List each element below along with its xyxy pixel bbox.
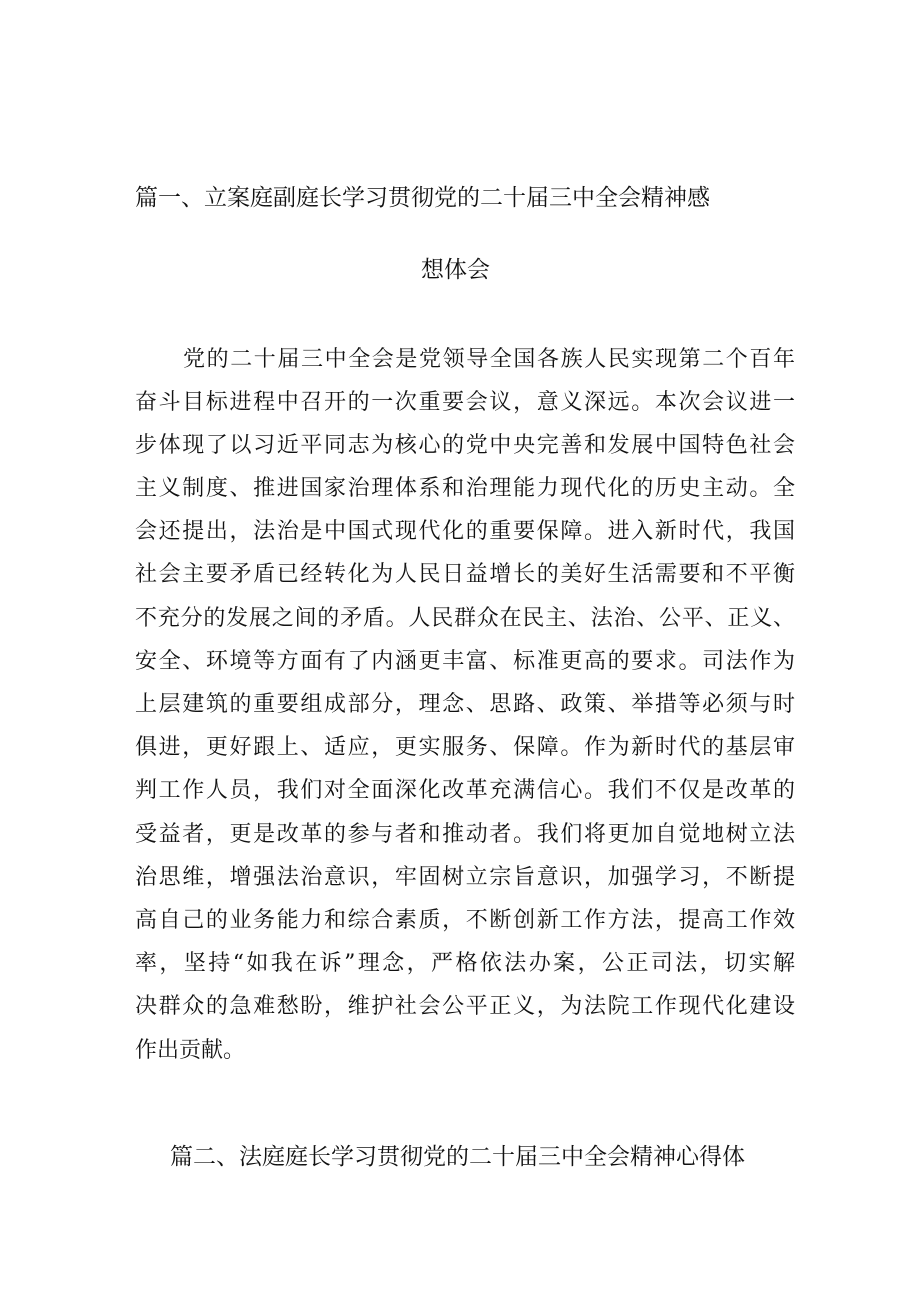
paragraph-line: 安全、环境等方面有了内涵更丰富、标准更高的要求。司法作为: [135, 649, 795, 674]
section1-title-line2: 想体会: [421, 257, 490, 283]
paragraph-line: 俱进，更好跟上、适应，更实服务、保障。作为新时代的基层审: [135, 735, 795, 760]
paragraph-line: 决群众的急难愁盼，维护社会公平正义，为法院工作现代化建设: [135, 994, 795, 1019]
paragraph-line: 率，坚持“如我在诉”理念，严格依法办案，公正司法，切实解: [135, 951, 795, 976]
section1-title-line1: 篇一、立案庭副庭长学习贯彻党的二十届三中全会精神感: [135, 185, 710, 211]
paragraph-line: 步体现了以习近平同志为核心的党中央完善和发展中国特色社会: [135, 433, 795, 458]
paragraph-line: 会还提出，法治是中国式现代化的重要保障。进入新时代，我国: [135, 519, 795, 544]
paragraph-line: 上层建筑的重要组成部分，理念、思路、政策、举措等必须与时: [135, 692, 795, 717]
paragraph-line: 不充分的发展之间的矛盾。人民群众在民主、法治、公平、正义、: [135, 606, 795, 631]
section2-title: 篇二、法庭庭长学习贯彻党的二十届三中全会精神心得体: [170, 1144, 745, 1170]
paragraph-line: 奋斗目标进程中召开的一次重要会议，意义深远。本次会议进一: [135, 390, 795, 415]
paragraph-line: 社会主要矛盾已经转化为人民日益增长的美好生活需要和不平衡: [135, 562, 795, 587]
paragraph-line: 作出贡献。: [135, 1038, 246, 1063]
paragraph-line: 高自己的业务能力和综合素质，不断创新工作方法，提高工作效: [135, 908, 795, 933]
paragraph-line: 治思维，增强法治意识，牢固树立宗旨意识，加强学习，不断提: [135, 865, 795, 890]
paragraph-line: 判工作人员，我们对全面深化改革充满信心。我们不仅是改革的: [135, 778, 795, 803]
paragraph-line: 受益者，更是改革的参与者和推动者。我们将更加自觉地树立法: [135, 822, 795, 847]
paragraph-line: 主义制度、推进国家治理体系和治理能力现代化的历史主动。全: [135, 476, 795, 501]
paragraph-line: 党的二十届三中全会是党领导全国各族人民实现第二个百年: [183, 347, 795, 372]
